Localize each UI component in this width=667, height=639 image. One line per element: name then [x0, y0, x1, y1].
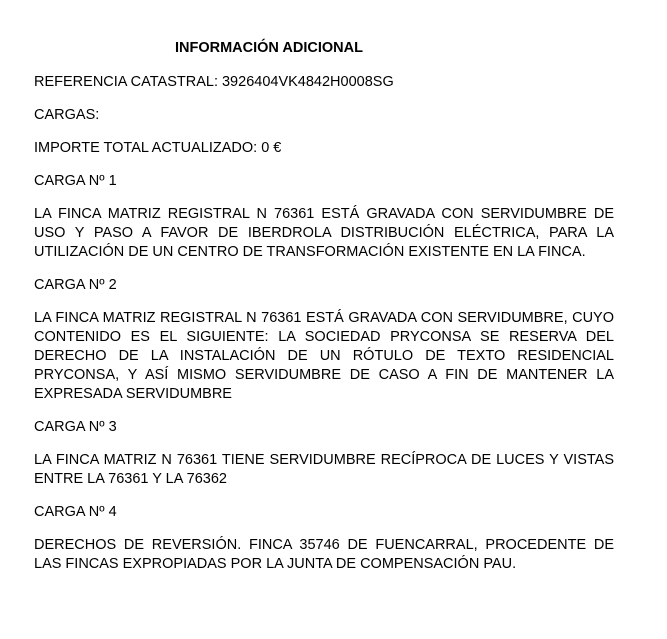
cargas-label: CARGAS: [34, 107, 100, 123]
carga-3-text: LA FINCA MATRIZ N 76361 TIENE SERVIDUMBRE RECÍPROCA DE LUCES Y VISTAS ENTRE LA 76361 Y LA 76362 [34, 452, 614, 487]
importe-total: IMPORTE TOTAL ACTUALIZADO: 0 € [34, 140, 282, 156]
referencia-catastral: REFERENCIA CATASTRAL: 3926404VK4842H0008SG [34, 74, 394, 90]
carga-2-text: LA FINCA MATRIZ REGISTRAL N 76361 ESTÁ GRAVADA CON SERVIDUMBRE, CUYO CONTENIDO ES EL SIGUIENTE: LA SOCIEDAD PRYCONSA SE RESERVA DEL DERECHO DE LA INSTALACIÓN DE UN RÓTULO DE TEXTO RESIDENCIAL PRYCONSA, Y ASÍ MISMO SERVIDUMBRE DE CASO A FIN DE MANTENER LA EXPRESADA SERVIDUMBRE [34, 310, 614, 402]
carga-4-text: DERECHOS DE REVERSIÓN. FINCA 35746 DE FUENCARRAL, PROCEDENTE DE LAS FINCAS EXPROPIADAS POR LA JUNTA DE COMPENSACIÓN PAU. [34, 537, 614, 572]
document-title: INFORMACIÓN ADICIONAL [175, 40, 363, 56]
carga-4-heading: CARGA Nº 4 [34, 504, 117, 520]
carga-1-text: LA FINCA MATRIZ REGISTRAL N 76361 ESTÁ GRAVADA CON SERVIDUMBRE DE USO Y PASO A FAVOR DE IBERDROLA DISTRIBUCIÓN ELÉCTRICA, PARA LA UTILIZACIÓN DE UN CENTRO DE TRANSFORMACIÓN EXISTENTE EN LA FINCA. [34, 206, 614, 260]
carga-3-heading: CARGA Nº 3 [34, 419, 117, 435]
carga-2-heading: CARGA Nº 2 [34, 277, 117, 293]
carga-1-heading: CARGA Nº 1 [34, 173, 117, 189]
